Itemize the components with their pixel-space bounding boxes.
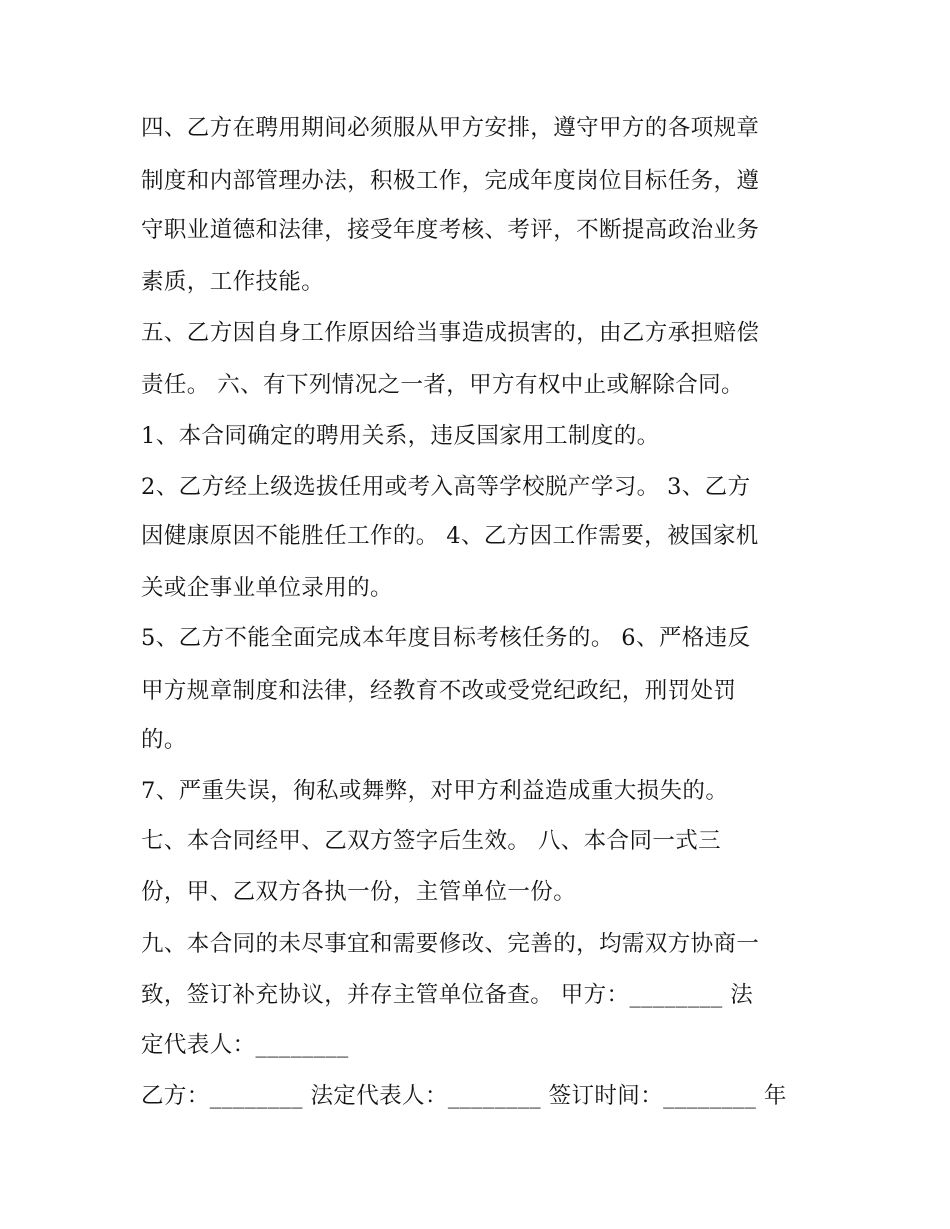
paragraph-line: 因健康原因不能胜任工作的。 4、乙方因工作需要，被国家机 [141,523,759,549]
paragraph-line: 1、本合同确定的聘用关系，违反国家用工制度的。 [141,423,660,449]
paragraph-line: 致，签订补充协议，并存主管单位备查。 甲方：________ 法 [141,982,754,1008]
paragraph-line: 制度和内部管理办法，积极工作，完成年度岗位目标任务，遵 [141,168,760,194]
paragraph-line: 七、本合同经甲、乙双方签字后生效。 八、本合同一式三 [141,828,722,854]
paragraph-line: 乙方：________ 法定代表人：________ 签订时间：________ 年 [141,1083,787,1109]
paragraph-line: 2、乙方经上级选拔任用或考入高等学校脱产学习。 3、乙方 [141,474,751,500]
paragraph-line: 5、乙方不能全面完成本年度目标考核任务的。 6、严格违反 [141,625,751,651]
paragraph-line: 五、乙方因自身工作原因给当事造成损害的，由乙方承担赔偿 [141,320,760,346]
paragraph-line: 份，甲、乙双方各执一份，主管单位一份。 [141,879,577,905]
paragraph-line: 7、严重失误，徇私或舞弊，对甲方利益造成重大损失的。 [141,778,729,804]
paragraph-line: 甲方规章制度和法律，经教育不改或受党纪政纪，刑罚处罚 [141,678,737,704]
paragraph-line: 责任。 六、有下列情况之一者，甲方有权中止或解除合同。 [141,372,744,398]
paragraph-line: 守职业道德和法律，接受年度考核、考评，不断提高政治业务 [141,217,760,243]
paragraph-line: 素质，工作技能。 [141,269,325,295]
paragraph-line: 定代表人：________ [141,1032,349,1058]
paragraph-line: 关或企事业单位录用的。 [141,575,393,601]
paragraph-line: 四、乙方在聘用期间必须服从甲方安排，遵守甲方的各项规章 [141,115,760,141]
paragraph-line: 的。 [141,727,187,753]
paragraph-line: 九、本合同的未尽事宜和需要修改、完善的，均需双方协商一 [141,931,760,957]
